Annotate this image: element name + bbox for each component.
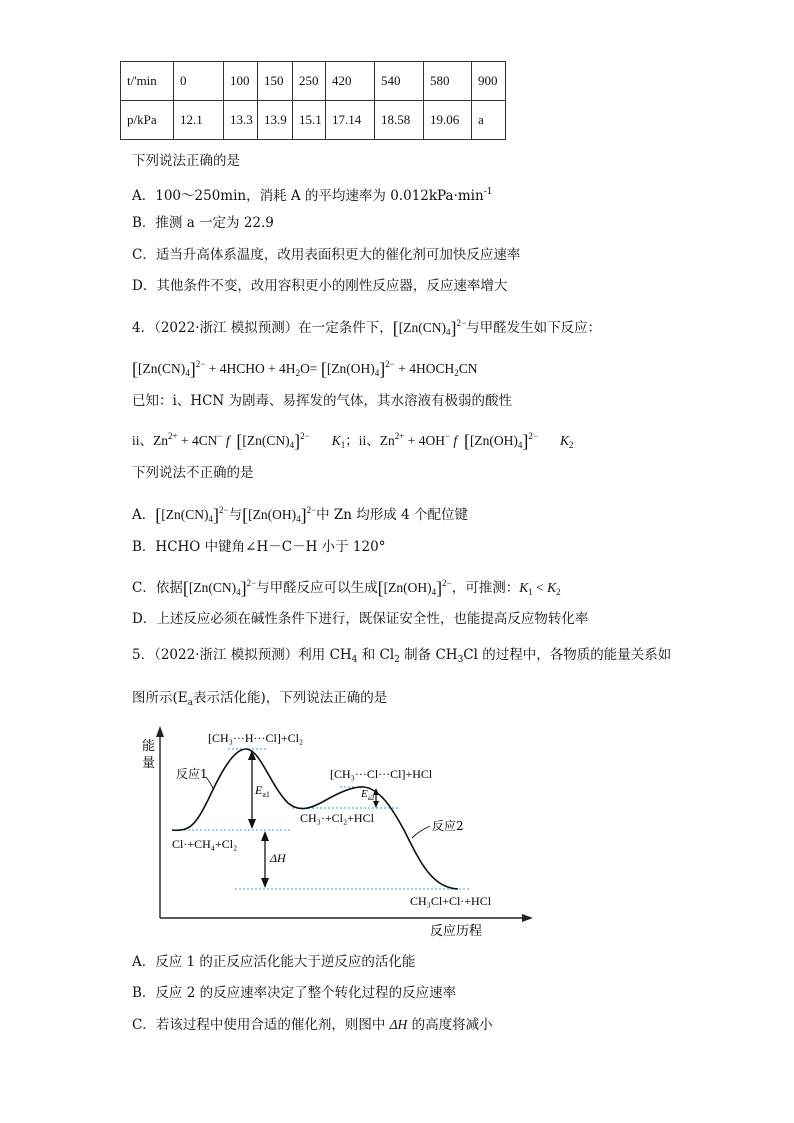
ts1-label: [CH₃···H···Cl]+Cl₂ [208, 731, 304, 745]
y-axis-label-2: 量 [142, 756, 156, 771]
q4-known-i: 已知：i、HCN 为剧毒、易挥发的气体，其水溶液有极弱的酸性 [132, 393, 513, 409]
q3-prompt: 下列说法正确的是 [132, 153, 240, 169]
table-cell: 13.3 [224, 101, 258, 140]
table-cell: 100 [224, 62, 258, 101]
q4-stem: 4．（2022·浙江 模拟预测）在一定条件下，[$[Zn(CN)_4]^{2-}$与甲醛发生如下反应： [132, 318, 602, 338]
table-cell: 15.1 [293, 101, 326, 140]
intermediate-label: CH₃·+Cl₂+HCl [300, 811, 374, 825]
ea2-label: $E_{a2}$ [361, 788, 375, 802]
q3-option-b: B．推测 a 一定为 22.9 [132, 215, 274, 231]
q4-option-c: C．依据[$[Zn(CN)_4]^{2-}$与甲醛反应可以生成[$[Zn(OH)_4]^{2-}$，可推测：$K_1 < K_2$ [132, 578, 561, 598]
q5-option-a: A．反应 1 的正反应活化能大于逆反应的活化能 [132, 954, 416, 970]
q4-option-d: D．上述反应必须在碱性条件下进行，既保证安全性，也能提高反应物转化率 [132, 611, 589, 627]
q3-option-c: C．适当升高体系温度，改用表面积更大的催化剂可加快反应速率 [132, 247, 521, 263]
table-cell: 420 [326, 62, 375, 101]
table-cell: 150 [258, 62, 293, 101]
q4-prompt: 下列说法不正确的是 [132, 465, 254, 481]
table-cell: 0 [174, 62, 224, 101]
q3-option-a: A．100～250min，消耗 A 的平均速率为 $0.012kPa\cdot\min^{-1}$ [132, 187, 493, 204]
product-label: CH₃Cl+Cl·+HCl [410, 894, 492, 908]
table-cell: 12.1 [174, 101, 224, 140]
table-cell: 19.06 [424, 101, 472, 140]
table-cell: 250 [293, 62, 326, 101]
q5-stem-line2: 图所示($E_a$表示活化能)，下列说法正确的是 [132, 690, 388, 708]
q4-known-ii: ii、$Zn^{2+} + 4CN^-$ f [$[Zn(CN)_4]^{2-}$ $K_1$；ii、$Zn^{2+} + 4OH^-$ f [$[Zn(OH)_4]^{2-}$ $K_2$ [132, 431, 574, 451]
q4-option-a: A．[$[Zn(CN)_4]^{2-}$与[$[Zn(OH)_4]^{2-}$中 Zn 均形成 4 个配位键 [132, 505, 468, 525]
table-cell: 540 [375, 62, 424, 101]
ea1-arrowhead-top [248, 750, 256, 760]
ea1-label: $E_{a1}$ [255, 783, 270, 799]
y-axis-arrow [156, 726, 164, 737]
ea2-arrowhead-bottom [373, 801, 379, 808]
table-cell: p/kPa [121, 101, 174, 140]
q4-option-b: B．HCHO 中键角∠H－C－H 小于 120° [132, 539, 386, 555]
table-cell: 18.58 [375, 101, 424, 140]
q5-option-b: B．反应 2 的反应速率决定了整个转化过程的反应速率 [132, 985, 457, 1001]
dh-arrowhead-bottom [261, 878, 269, 888]
reactant-label: Cl·+CH₄+Cl₂ [172, 837, 238, 851]
dh-arrowhead-top [261, 831, 269, 841]
y-axis-label-1: 能 [142, 739, 156, 754]
table-cell: t/'min [121, 62, 174, 101]
q4-equation: [$[Zn(CN)_4]^{2-}$ + 4HCHO + $4H_2O= [[Zn(OH)_4]^{2-}$ + $4HOCH_2CN$ [132, 359, 478, 379]
reaction2-label: 反应2 [432, 819, 464, 833]
table-cell: 580 [424, 62, 472, 101]
reaction1-leader [206, 777, 214, 790]
table-cell: 13.9 [258, 101, 293, 140]
table-cell: 17.14 [326, 101, 375, 140]
table-cell: 900 [472, 62, 506, 101]
q5-option-c: C．若该过程中使用合适的催化剂，则图中 ΔH 的高度将减小 [132, 1017, 493, 1033]
q5-stem-line1: 5．（2022·浙江 模拟预测）利用 $CH_4$ 和 $Cl_2$ 制备 $CH_3Cl$ 的过程中，各物质的能量关系如 [132, 647, 672, 665]
x-axis-label: 反应历程 [430, 924, 483, 939]
table-cell: a [472, 101, 506, 140]
q3-option-d: D．其他条件不变，改用容积更小的刚性反应器，反应速率增大 [132, 278, 508, 294]
reaction1-label: 反应1 [176, 767, 208, 781]
dh-label: ΔH [270, 851, 286, 865]
ts2-label: [CH₃···Cl···Cl]+HCl [330, 767, 433, 781]
x-axis-arrow [522, 914, 533, 922]
reaction2-leader [412, 826, 430, 838]
ea1-arrowhead-bottom [248, 819, 256, 829]
